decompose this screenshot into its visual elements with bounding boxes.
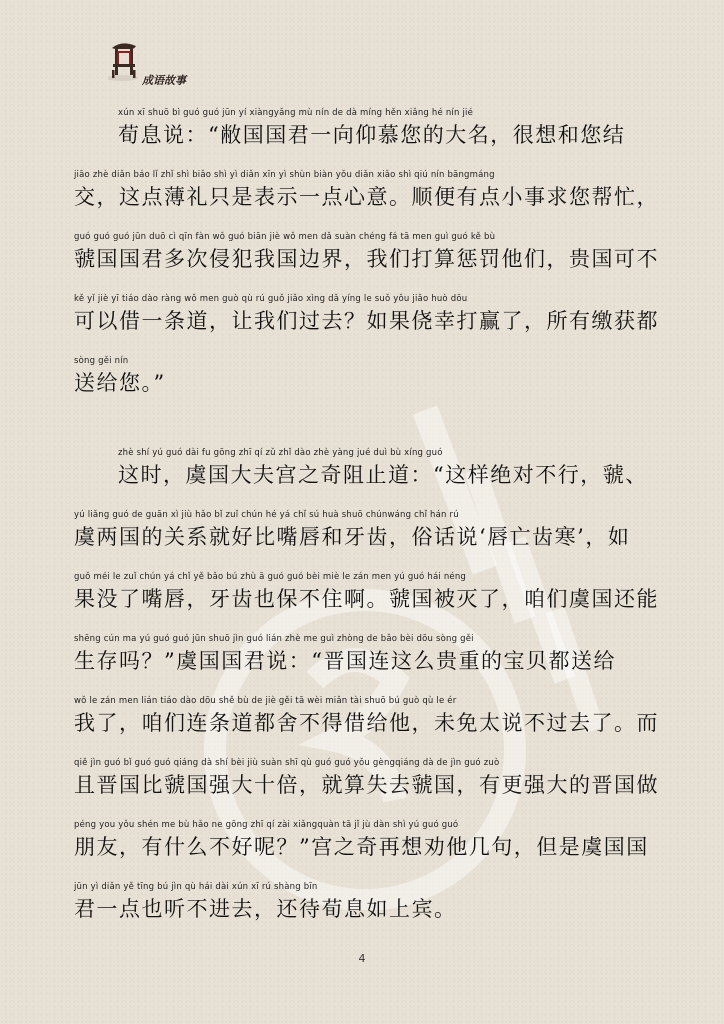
- pinyin-annotation: jūn yì diǎn yě tīng bú jìn qù hái dài xún xī rú shàng bīn: [74, 882, 318, 892]
- pinyin-annotation: xún xī shuō bì guó guó jūn yí xiàngyǎng mù nín de dà míng hěn xiǎng hé nín jié: [118, 108, 474, 118]
- text-line: [74, 448, 654, 510]
- text-line: [74, 170, 659, 232]
- text-line: [74, 294, 659, 356]
- pinyin-annotation: sòng gěi nín: [74, 356, 129, 366]
- chair-logo-icon: [108, 40, 142, 82]
- pinyin-annotation: shēng cún ma yú guó guó jūn shuō jìn guó lián zhè me guì zhòng de bǎo bèi dōu sòng gěi: [74, 634, 474, 644]
- chinese-text: 且晋国比虢国强大十倍，就算失去虢国，有更强大的晋国做: [74, 773, 659, 797]
- text-line: [74, 108, 654, 170]
- text-line: [74, 356, 654, 418]
- page-number: 4: [358, 952, 366, 965]
- pinyin-annotation: guǒ méi le zuǐ chún yá chǐ yě bǎo bú zhù ā guó guó bèi miè le zán men yú guó hái néng: [74, 572, 467, 582]
- page-header: [108, 40, 308, 90]
- chinese-text: 交，这点薄礼只是表示一点心意。顺便有点小事求您帮忙，: [74, 185, 659, 209]
- chinese-text: 虞两国的关系就好比嘴唇和牙齿，俗话说‘唇亡齿寒’，如: [74, 525, 631, 549]
- text-line: [74, 758, 659, 820]
- chinese-text: 送给您。”: [74, 371, 166, 395]
- chinese-text: 这时，虞国大夫宫之奇阻止道：“这样绝对不行，虢、: [118, 463, 648, 487]
- text-line: [74, 882, 654, 944]
- pinyin-annotation: yú liǎng guó de guān xì jiù hǎo bǐ zuǐ chún hé yá chǐ sú huà shuō chúnwáng chǐ hán rú: [74, 510, 459, 520]
- chinese-text: 君一点也听不进去，还待荀息如上宾。: [74, 897, 457, 921]
- pinyin-annotation: wǒ le zán men lián tiáo dào dōu shě bù de jiè gěi tā wèi miǎn tài shuō bú guò qù le ér: [74, 696, 457, 706]
- text-line: [74, 696, 659, 758]
- paragraph-2: [74, 448, 659, 944]
- pinyin-annotation: zhè shí yú guó dài fu gōng zhī qí zǔ zhǐ dào zhè yàng jué duì bù xíng guó: [118, 448, 443, 458]
- text-line: [74, 634, 654, 696]
- pinyin-annotation: qiě jìn guó bǐ guó guó qiáng dà shí bèi jiù suàn shī qù guó guó yǒu gèngqiáng dà de jìn guó zuò: [74, 758, 500, 768]
- paragraph-1: [74, 108, 659, 418]
- text-line: [74, 232, 659, 294]
- chinese-text: 生存吗？”虞国国君说：“晋国连这么贵重的宝贝都送给: [74, 649, 616, 673]
- pinyin-annotation: péng you yǒu shén me bù hǎo ne gōng zhī qí zài xiǎngquàn tā jǐ jù dàn shì yú guó guó: [74, 820, 459, 830]
- text-line: [74, 572, 659, 634]
- chinese-text: 朋友，有什么不好呢？”宫之奇再想劝他几句，但是虞国国: [74, 835, 649, 859]
- paragraph-spacer: [74, 418, 654, 448]
- text-line: [74, 510, 654, 572]
- story-content: [74, 108, 659, 944]
- chinese-text: 我了，咱们连条道都舍不得借给他，未免太说不过去了。而: [74, 711, 659, 735]
- chinese-text: 虢国国君多次侵犯我国边界，我们打算惩罚他们，贵国可不: [74, 247, 659, 271]
- chinese-text: 果没了嘴唇，牙齿也保不住啊。虢国被灭了，咱们虞国还能: [74, 587, 659, 611]
- pinyin-annotation: guó guó guó jūn duō cì qīn fàn wǒ guó biān jiè wǒ men dǎ suàn chéng fá tā men guì guó kě bù: [74, 232, 496, 242]
- chinese-text: 可以借一条道，让我们过去？如果侥幸打赢了，所有缴获都: [74, 309, 659, 333]
- pinyin-annotation: jiāo zhè diǎn báo lǐ zhǐ shì biǎo shì yì diǎn xīn yì shùn biàn yǒu diǎn xiǎo shì qiú nín bāngmáng: [74, 170, 495, 180]
- chinese-text: 荀息说：“敝国国君一向仰慕您的大名，很想和您结: [118, 123, 626, 147]
- header-title: 成语故事: [142, 74, 186, 87]
- text-line: [74, 820, 654, 882]
- pinyin-annotation: kě yǐ jiè yī tiáo dào ràng wǒ men guò qù rú guǒ jiǎo xìng dǎ yíng le suǒ yǒu jiǎo huò dōu: [74, 294, 468, 304]
